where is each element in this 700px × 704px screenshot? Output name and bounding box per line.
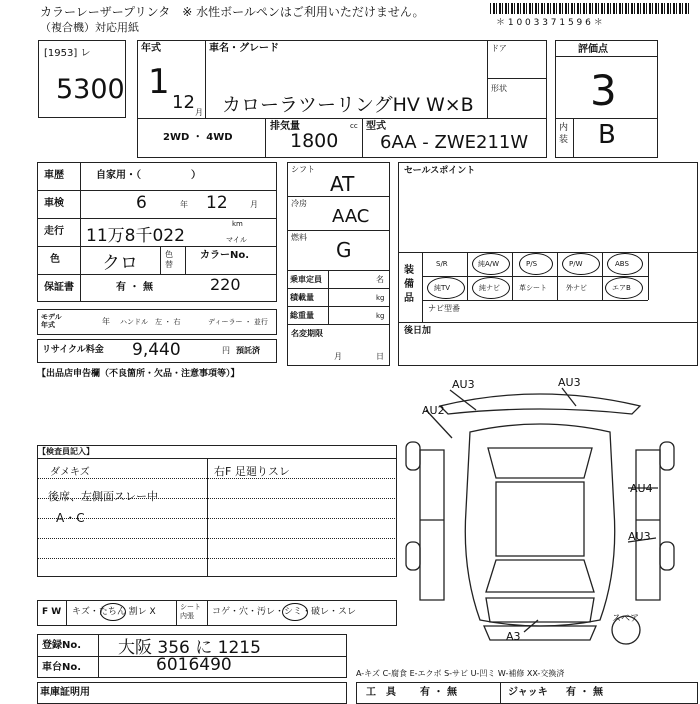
navi-model-label: ナビ型番 [428, 304, 460, 313]
color-change-label: 色替 [165, 250, 173, 269]
capacity-label: 乗車定員 [290, 275, 322, 284]
inspector-note2: 後席、左側面スレー中 [48, 490, 158, 503]
displacement-unit: cc [350, 122, 358, 130]
eval-value: 3 [590, 66, 617, 115]
reg-label: 登録No. [42, 640, 82, 651]
inspector-note3: A・C [56, 511, 85, 525]
shape-label: 形状 [491, 84, 507, 93]
warranty-label: 保証書 [44, 282, 74, 293]
equipment-label: 装備品 [404, 265, 414, 304]
mark-au3-rear-left: AU3 [452, 378, 475, 391]
circle-abs [607, 253, 643, 275]
mark-au2: AU2 [422, 404, 445, 417]
barcode [490, 3, 690, 14]
year-value: 1 [148, 62, 170, 102]
equip-ext-navi: 外ナビ [566, 284, 587, 292]
sales-point-label: セールスポイント [404, 166, 476, 176]
fuel-value: G [336, 238, 352, 262]
barcode-number: ＊ 1 0 0 3 3 7 1 5 9 6 ＊ [496, 18, 603, 28]
name-label: 車名・グレード [209, 43, 279, 54]
inspection-label: 車検 [44, 198, 64, 209]
front-bumper [484, 626, 596, 640]
mark-a3-front: A3 [506, 630, 521, 643]
equip-aw: 純A/W [478, 260, 500, 268]
month-value: 12 [172, 92, 195, 113]
shift-label: シフト [291, 165, 315, 174]
recycle-unit: 円 [222, 346, 230, 355]
color-no-label: カラーNo. [200, 250, 250, 261]
seat-label: シート 内張 [180, 603, 201, 620]
ac-value: AAC [332, 206, 370, 227]
inspection-month: 12 [206, 193, 228, 213]
door-label: ドア [491, 44, 507, 53]
circle-fw-dent [100, 603, 126, 621]
right-side [636, 450, 660, 600]
name-change-month: 月 [334, 352, 342, 361]
circle-airbag [605, 277, 643, 299]
model-value: 6AA - ZWE211W [380, 132, 529, 153]
warranty-value: 有 ・ 無 [116, 282, 153, 293]
rear-spoiler [440, 394, 640, 414]
reg-value: 大阪 356 に 1215 [118, 638, 261, 658]
model-year-unit: 年 [102, 317, 110, 326]
fw-items: キズ・たちん 割レ X [72, 607, 156, 617]
mileage-unit-mile: マイル [226, 236, 247, 244]
wheel-fl [406, 542, 420, 570]
wheel-fr [660, 542, 674, 570]
equip-airbag: エアB [612, 284, 631, 292]
inspection-year: 6 [136, 193, 147, 213]
recycle-value: 9,440 [132, 340, 181, 360]
inspection-year-unit: 年 [180, 200, 188, 209]
header-line1: カラーレーザープリンタ ※ 水性ボールペンはご利用いただけません。 [40, 5, 425, 19]
lot-number: 5300 [56, 74, 125, 105]
circle-navi [472, 277, 510, 299]
mark-au3-rear-right: AU3 [558, 376, 581, 389]
interior-value: B [598, 120, 616, 150]
left-side [420, 450, 444, 600]
mark-au3-right: AU3 [628, 530, 651, 543]
header-line2: （複合機）対応用紙 [40, 21, 139, 34]
color-no-value: 220 [210, 275, 241, 294]
interior-label: 内装 [559, 123, 569, 145]
gross-label: 総重量 [290, 311, 314, 320]
tools-label: 工 具 [366, 687, 396, 698]
chassis-label: 車台No. [42, 662, 82, 673]
name-change-label: 名変期限 [291, 329, 323, 338]
model-label: 型式 [366, 121, 386, 132]
inspector-label: 【検査員記入】 [38, 447, 94, 456]
fw-label: F W [42, 607, 62, 617]
lot-code: [1953] レ [44, 48, 91, 59]
load-label: 積載量 [290, 293, 314, 302]
circle-ps [519, 253, 553, 275]
lot-code-suffix: レ [80, 48, 91, 59]
circle-aw [472, 253, 510, 275]
inspection-month-unit: 月 [250, 200, 258, 209]
mileage-label: 走行 [44, 226, 64, 237]
history-label: 車歴 [44, 170, 64, 181]
jack-value: 有 ・ 無 [566, 687, 603, 698]
windshield [486, 560, 594, 592]
equip-navi: 純ナビ [479, 284, 500, 292]
circle-pw [562, 253, 600, 275]
tools-value: 有 ・ 無 [420, 687, 457, 698]
inspector-note4: 右F 足廻りスレ [214, 465, 290, 478]
after-attach-label: 後日加 [404, 326, 432, 336]
dealer-label: ディーラー ・ 並行 [208, 318, 268, 326]
equip-sr: S/R [436, 260, 448, 268]
month-unit: 月 [195, 108, 203, 117]
equip-pw: P/W [569, 260, 583, 268]
capacity-unit: 名 [376, 275, 384, 284]
displacement-value: 1800 [290, 130, 339, 152]
wheel-rl [406, 442, 420, 470]
drive-label: 2WD ・ 4WD [163, 132, 233, 143]
name-change-day: 日 [376, 352, 384, 361]
jack-label: ジャッキ [508, 687, 548, 698]
gross-unit: kg [376, 312, 385, 320]
damage-legend: A-キズ C-腐食 E-エクボ S-サビ U-凹ミ W-補修 XX-交換済 [356, 669, 565, 678]
circle-tv [427, 277, 465, 299]
fuel-label: 燃料 [291, 233, 307, 242]
notes-label: 【出品店申告欄（不良箇所・欠品・注意事項等）】 [37, 369, 240, 379]
ac-label: 冷房 [291, 199, 307, 208]
inspector-note1: ダメキズ [50, 467, 90, 478]
color-label: 色 [50, 254, 60, 265]
car-diagram [400, 370, 695, 660]
handle-label: ハンドル 左 ・ 右 [120, 318, 181, 326]
history-value: 自家用・（ ） [96, 170, 201, 181]
recycle-label: リサイクル料金 [42, 345, 104, 355]
mileage-unit-km: km [232, 220, 243, 228]
car-body [465, 424, 614, 626]
recycle-status: 預託済 [236, 346, 260, 355]
circle-seat-stain [282, 603, 308, 621]
shift-value: AT [330, 172, 355, 196]
car-roof [496, 482, 584, 556]
equip-abs: ABS [615, 260, 629, 268]
model-year-label: モデル年式 [41, 313, 62, 329]
year-label: 年式 [141, 43, 161, 54]
name-value: カローラツーリングHV W×B [222, 94, 474, 116]
lot-code-value: 1953 [47, 48, 74, 59]
diagram-marks [422, 376, 653, 643]
rear-window [488, 448, 592, 478]
hood [486, 598, 594, 622]
mileage-value: 11万8千022 [86, 226, 185, 246]
equip-ps: P/S [526, 260, 538, 268]
displacement-label: 排気量 [270, 121, 300, 132]
load-unit: kg [376, 294, 385, 302]
seat-items: コゲ・穴・汚レ・シミ・破レ・スレ [212, 607, 357, 617]
spare-label: スペア [612, 614, 640, 624]
eval-label: 評価点 [578, 44, 608, 55]
wheel-rr [660, 442, 674, 470]
equip-leather: 革シート [519, 284, 547, 292]
equip-tv: 純TV [434, 284, 451, 292]
color-value: クロ [102, 253, 138, 274]
chassis-value: 6016490 [156, 655, 232, 675]
mark-au4: AU4 [630, 482, 653, 495]
cert-label: 車庫証明用 [40, 687, 90, 698]
